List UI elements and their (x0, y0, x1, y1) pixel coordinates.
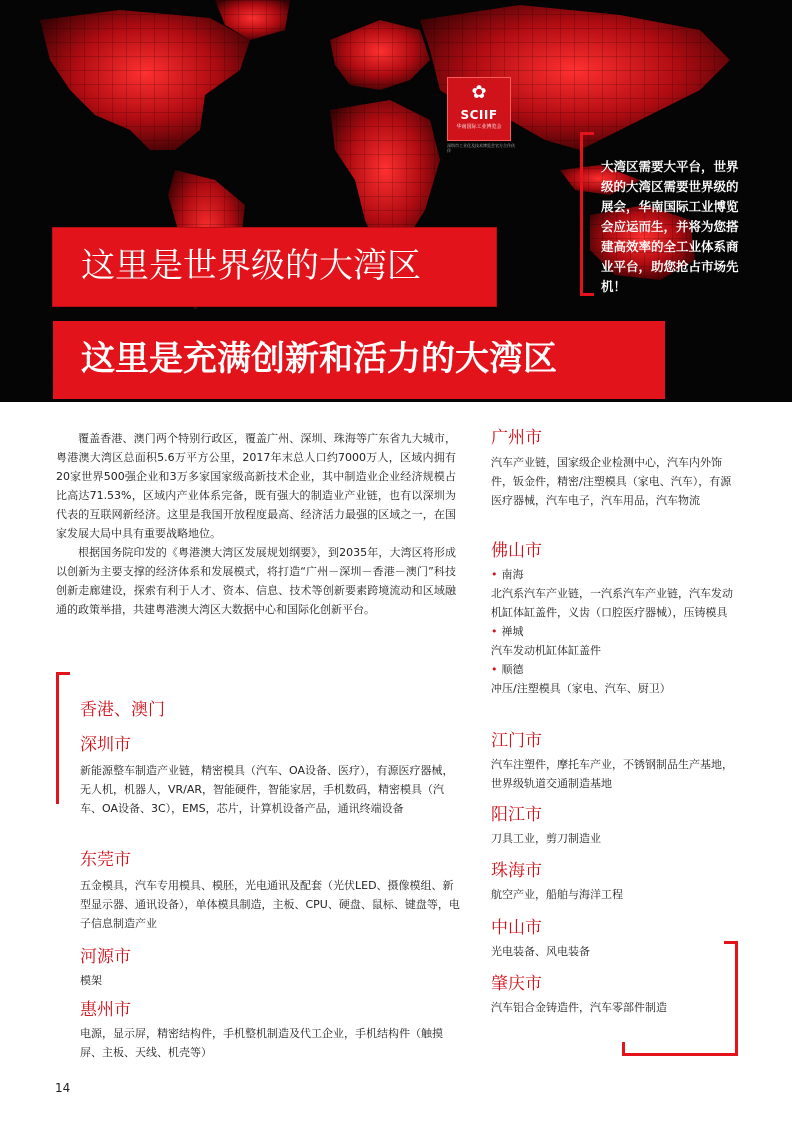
city-dongguan (80, 849, 460, 933)
district-shunde (491, 660, 736, 679)
city-zhongshan (491, 917, 736, 961)
hero-section (0, 0, 792, 402)
left-bracket-decoration (56, 672, 70, 804)
city-guangzhou (491, 427, 736, 510)
city-name: 香港、澳门 (80, 700, 165, 720)
city-desc: 五金模具，汽车专用模具、模胚，光电通讯及配套（光伏LED、摄像模组、新型显示器、通讯设备），单体模具制造，主板、CPU、硬盘、鼠标、键盘等，电子信息制造产业 (80, 879, 460, 930)
side-text: 大湾区需要大平台，世界级的大湾区需要世界级的展会，华南国际工业博览会应运而生，并将为您搭建高效率的全工业体系商业平台，助您抢占市场先机！ (601, 159, 739, 294)
district-nanhai (491, 565, 736, 584)
district-desc: 北汽系汽车产业链，一汽系汽车产业链，汽车发动机缸体缸盖件，义齿（口腔医疗器械），压铸模具 (491, 587, 733, 619)
city-desc: 航空产业，船舶与海洋工程 (491, 888, 623, 901)
city-name: 阳江市 (491, 805, 542, 825)
district-chancheng (491, 622, 736, 641)
district-desc: 汽车发动机缸体缸盖件 (491, 644, 601, 657)
logo-emblem-icon: ✿ (471, 82, 487, 103)
city-desc: 刀具工业，剪刀制造业 (491, 832, 601, 845)
city-jiangmen (491, 730, 736, 793)
district-name: 禅城 (501, 625, 524, 638)
city-heyuan (80, 946, 460, 990)
logo-caption: 深圳市工业化及技术博览会官方合作伙伴 (447, 143, 515, 153)
bracket-foot (622, 1042, 625, 1056)
district-desc: 冲压/注塑模具（家电、汽车、厨卫） (491, 682, 671, 695)
intro-paragraph-2: 根据国务院印发的《粤港澳大湾区发展规划纲要》，到2035年，大湾区将形成以创新为主要支撑的经济体系和发展模式，将打造“广州－深圳－香港－澳门”科技创新走廊建设，探索有利于人才、资本、信息、技术等创新要素跨境流动和区域融通的政策举措，共建粤港澳大湾区大数据中心和国际化创新平台。 (56, 546, 456, 616)
city-name: 肇庆市 (491, 974, 542, 994)
city-hk-macau (80, 699, 460, 721)
city-huizhou (80, 999, 460, 1062)
city-desc: 新能源整车制造产业链，精密模具（汽车、OA设备、医疗），有源医疗器械，无人机，机器人，VR/AR，智能硬件，智能家居，手机数码，精密模具（汽车、OA设备、3C），EMS，芯片，计算机设备产品，通讯终端设备 (80, 764, 454, 815)
district-name: 顺德 (501, 663, 524, 676)
intro-text (56, 429, 456, 619)
city-name: 广州市 (491, 428, 542, 448)
city-yangjiang (491, 804, 736, 848)
city-name: 惠州市 (80, 1000, 131, 1020)
city-name: 中山市 (491, 918, 542, 938)
city-zhaoqing (491, 973, 736, 1017)
city-desc: 汽车产业链，国家级企业检测中心，汽车内外饰件，钣金件，精密/注塑模具（家电、汽车），有源医疗器械，汽车电子，汽车用品，汽车物流 (491, 456, 732, 507)
city-name: 东莞市 (80, 850, 131, 870)
city-desc: 汽车注塑件，摩托车产业，不锈钢制品生产基地，世界级轨道交通制造基地 (491, 758, 733, 790)
district-name: 南海 (501, 568, 524, 581)
bullet-icon: • (491, 568, 498, 581)
page-number: 14 (55, 1081, 71, 1095)
city-desc: 光电装备、风电装备 (491, 945, 590, 958)
city-desc: 汽车铝合金铸造件，汽车零部件制造 (491, 1001, 667, 1014)
city-name: 佛山市 (491, 541, 542, 561)
sciif-logo (447, 77, 511, 141)
bullet-icon: • (491, 663, 498, 676)
city-zhuhai (491, 860, 736, 904)
city-shenzhen (80, 734, 460, 818)
city-desc: 模架 (80, 974, 102, 987)
logo-name: SCIIF (460, 108, 498, 122)
banner-world-class (53, 228, 496, 306)
side-text-bracket (580, 132, 594, 296)
city-name: 深圳市 (80, 735, 131, 755)
intro-paragraph-1: 覆盖香港、澳门两个特别行政区，覆盖广州、深圳、珠海等广东省九大城市，粤港澳大湾区总面积5.6万平方公里，2017年末总人口约7000万人，区域内拥有20家世界500强企业和3万多家国家级高新技术企业，其中制造业企业经济规模占比高达71.53%，区域内产业体系完备，既有强大的制造业产业链，也有以深圳为代表的互联网新经济。这里是我国开放程度最高、经济活力最强的区域之一，在国家发展大局中具有重要战略地位。 (56, 432, 456, 540)
banner-world-class-text: 这里是世界级的大湾区 (81, 246, 421, 286)
banner-innovation-text: 这里是充满创新和活力的大湾区 (81, 339, 557, 379)
city-foshan (491, 540, 736, 698)
banner-innovation (53, 321, 665, 399)
logo-subtitle: 华南国际工业博览会 (456, 124, 502, 130)
city-desc: 电源，显示屏，精密结构件，手机整机制造及代工企业，手机结构件（触摸屏、主板、天线、机壳等） (80, 1027, 443, 1059)
city-name: 江门市 (491, 731, 542, 751)
city-name: 河源市 (80, 947, 131, 967)
bullet-icon: • (491, 625, 498, 638)
city-name: 珠海市 (491, 861, 542, 881)
